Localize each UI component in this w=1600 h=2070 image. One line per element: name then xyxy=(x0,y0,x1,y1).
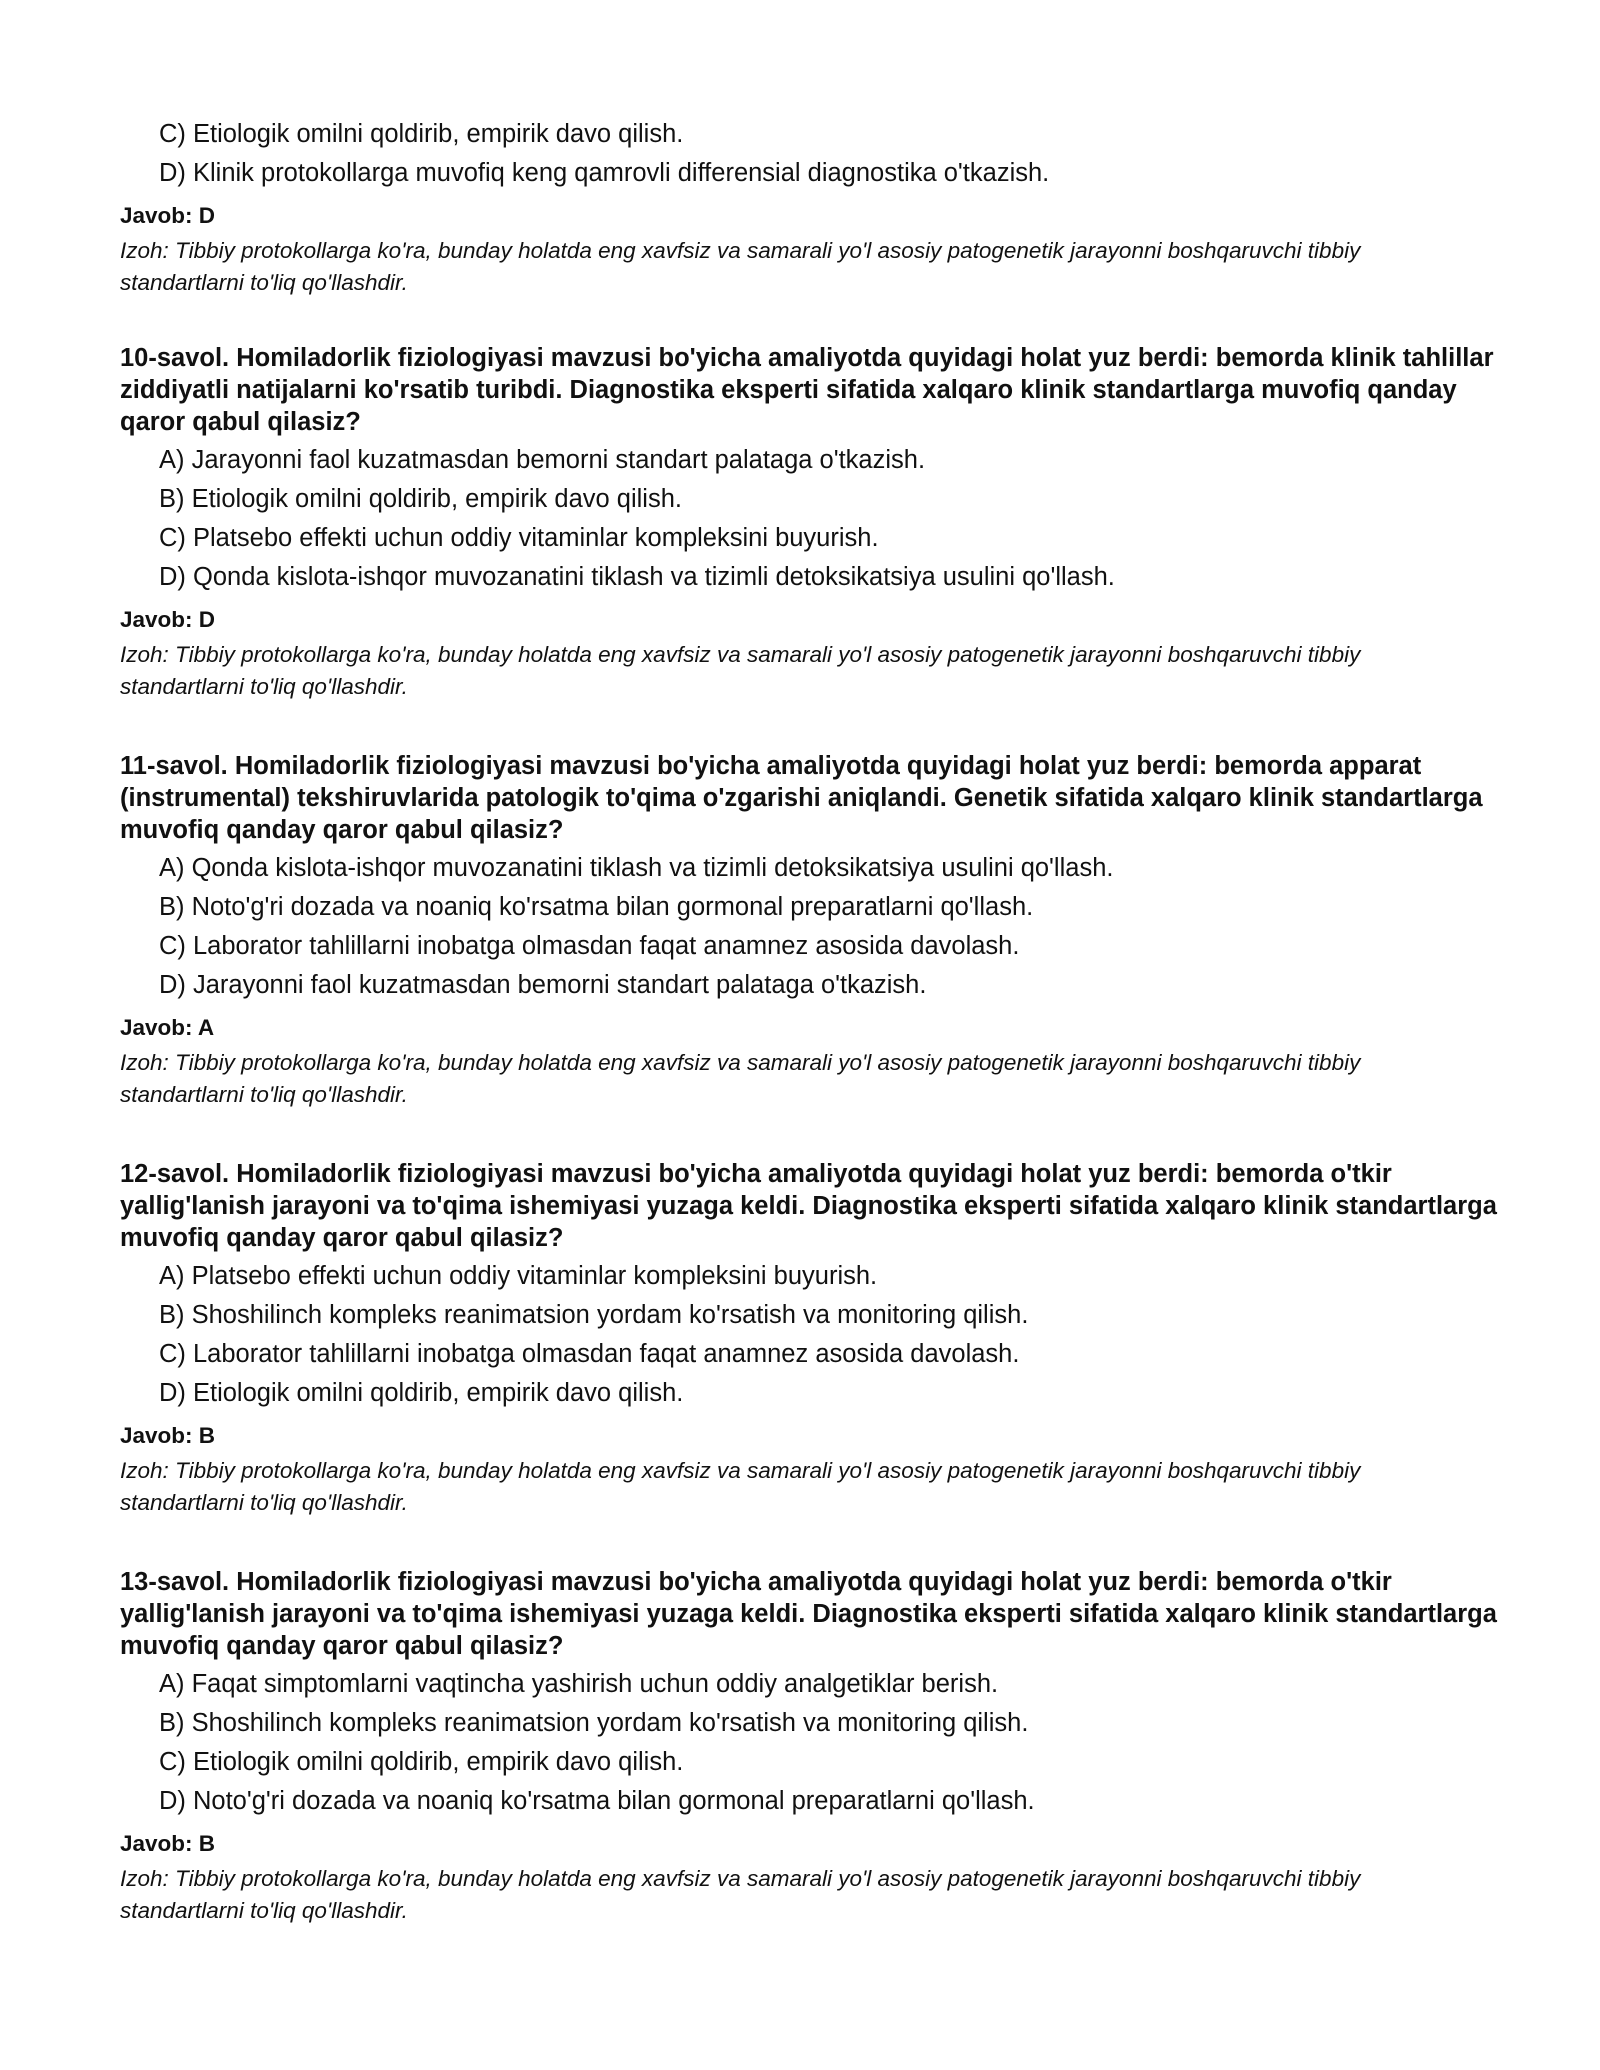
option-d: D) Qonda kislota-ishqor muvozanatini tiklash va tizimli detoksikatsiya usulini qo'llash. xyxy=(159,563,1115,591)
question-13 xyxy=(120,1566,1500,1927)
option-list xyxy=(120,1262,1500,1418)
question-title: 10-savol. Homiladorlik fiziologiyasi mavzusi bo'yicha amaliyotda quyidagi holat yuz berdi: bemorda klinik tahlillar ziddiyatli natijalarni ko'rsatib turibdi. Diagnostika eksperti sifatida xalqaro klinik standartlarga muvofiq qanday qaror qabul qilasiz? xyxy=(120,344,1494,436)
option-c: C) Platsebo effekti uchun oddiy vitaminlar kompleksini buyurish. xyxy=(159,524,879,552)
question-title: 11-savol. Homiladorlik fiziologiyasi mavzusi bo'yicha amaliyotda quyidagi holat yuz berdi: bemorda apparat (instrumental) tekshiruvlarida patologik to'qima o'zgarishi aniqlandi. Genetik sifatida xalqaro klinik standartlarga muvofiq qanday qaror qabul qilasiz? xyxy=(120,752,1483,844)
answer-line: Javob: D xyxy=(120,607,216,632)
option-c: C) Laborator tahlillarni inobatga olmasdan faqat anamnez asosida davolash. xyxy=(159,932,1020,960)
explanation-note: Izoh: Tibbiy protokollarga ko'ra, bunday holatda eng xavfsiz va samarali yo'l asosiy patogenetik jarayonni boshqaruvchi tibbiy standartlarni to'liq qo'llashdir. xyxy=(120,238,1361,295)
answer-line: Javob: B xyxy=(120,1423,216,1448)
option-d: D) Jarayonni faol kuzatmasdan bemorni standart palataga o'tkazish. xyxy=(159,971,927,999)
question-title: 13-savol. Homiladorlik fiziologiyasi mavzusi bo'yicha amaliyotda quyidagi holat yuz berdi: bemorda o'tkir yallig'lanish jarayoni va to'qima ishemiyasi yuzaga keldi. Diagnostika eksperti sifatida xalqaro klinik standartlarga muvofiq qanday qaror qabul qilasiz? xyxy=(120,1568,1497,1660)
answer-line: Javob: D xyxy=(120,203,216,228)
option-b: B) Noto'g'ri dozada va noaniq ko'rsatma bilan gormonal preparatlarni qo'llash. xyxy=(159,893,1034,921)
question-12 xyxy=(120,1158,1500,1519)
explanation-note: Izoh: Tibbiy protokollarga ko'ra, bunday holatda eng xavfsiz va samarali yo'l asosiy patogenetik jarayonni boshqaruvchi tibbiy standartlarni to'liq qo'llashdir. xyxy=(120,1458,1361,1515)
option-d: D) Noto'g'ri dozada va noaniq ko'rsatma bilan gormonal preparatlarni qo'llash. xyxy=(159,1787,1035,1815)
option-a: A) Faqat simptomlarni vaqtincha yashirish uchun oddiy analgetiklar berish. xyxy=(159,1670,999,1698)
explanation-note: Izoh: Tibbiy protokollarga ko'ra, bunday holatda eng xavfsiz va samarali yo'l asosiy patogenetik jarayonni boshqaruvchi tibbiy standartlarni to'liq qo'llashdir. xyxy=(120,1050,1361,1107)
option-list xyxy=(120,120,1500,198)
option-d: D) Etiologik omilni qoldirib, empirik davo qilish. xyxy=(159,1379,684,1407)
answer-line: Javob: B xyxy=(120,1831,216,1856)
option-list xyxy=(120,446,1500,602)
question-10 xyxy=(120,342,1500,703)
option-a: A) Jarayonni faol kuzatmasdan bemorni standart palataga o'tkazish. xyxy=(159,446,926,474)
question-title: 12-savol. Homiladorlik fiziologiyasi mavzusi bo'yicha amaliyotda quyidagi holat yuz berdi: bemorda o'tkir yallig'lanish jarayoni va to'qima ishemiyasi yuzaga keldi. Diagnostika eksperti sifatida xalqaro klinik standartlarga muvofiq qanday qaror qabul qilasiz? xyxy=(120,1160,1497,1252)
option-b: B) Shoshilinch kompleks reanimatsion yordam ko'rsatish va monitoring qilish. xyxy=(159,1301,1029,1329)
option-c: C) Etiologik omilni qoldirib, empirik davo qilish. xyxy=(159,120,684,148)
option-a: A) Qonda kislota-ishqor muvozanatini tiklash va tizimli detoksikatsiya usulini qo'llash. xyxy=(159,854,1114,882)
answer-line: Javob: A xyxy=(120,1015,215,1040)
option-c: C) Laborator tahlillarni inobatga olmasdan faqat anamnez asosida davolash. xyxy=(159,1340,1020,1368)
option-c: C) Etiologik omilni qoldirib, empirik davo qilish. xyxy=(159,1748,684,1776)
carryover-question-tail xyxy=(120,120,1500,299)
explanation-note: Izoh: Tibbiy protokollarga ko'ra, bunday holatda eng xavfsiz va samarali yo'l asosiy patogenetik jarayonni boshqaruvchi tibbiy standartlarni to'liq qo'llashdir. xyxy=(120,642,1361,699)
option-a: A) Platsebo effekti uchun oddiy vitaminlar kompleksini buyurish. xyxy=(159,1262,878,1290)
explanation-note: Izoh: Tibbiy protokollarga ko'ra, bunday holatda eng xavfsiz va samarali yo'l asosiy patogenetik jarayonni boshqaruvchi tibbiy standartlarni to'liq qo'llashdir. xyxy=(120,1866,1361,1923)
option-list xyxy=(120,1670,1500,1826)
option-b: B) Etiologik omilni qoldirib, empirik davo qilish. xyxy=(159,485,682,513)
option-list xyxy=(120,854,1500,1010)
question-11 xyxy=(120,750,1500,1111)
option-b: B) Shoshilinch kompleks reanimatsion yordam ko'rsatish va monitoring qilish. xyxy=(159,1709,1029,1737)
option-d: D) Klinik protokollarga muvofiq keng qamrovli differensial diagnostika o'tkazish. xyxy=(159,159,1050,187)
